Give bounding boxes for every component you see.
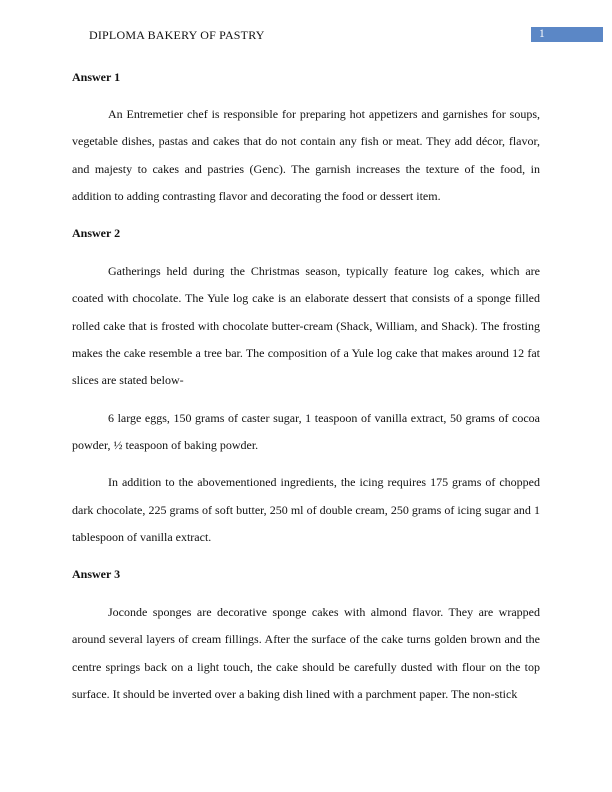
- answer-3-paragraph: Joconde sponges are decorative sponge cakes with almond flavor. They are wrapped around several layers of cream fillings. After the surface of the cake turns golden brown and the centre springs back on a light touch, the cake should be carefully dusted with flour on the top surface. It should be inverted over a baking dish lined with a parchment paper. The non-stick: [72, 605, 540, 702]
- answer-1-paragraph: An Entremetier chef is responsible for preparing hot appetizers and garnishes for soups, vegetable dishes, pastas and cakes that do not contain any fish or meat. They add décor, flavor, and majesty to cakes and pastries (Genc). The garnish increases the texture of the food, in addition to adding contrasting flavor and decorating the food or dessert item.: [72, 107, 540, 203]
- section-heading-answer-1: Answer 1: [72, 70, 121, 84]
- page-number-badge: 1: [531, 27, 603, 42]
- answer-2-paragraph-1: Gatherings held during the Christmas season, typically feature log cakes, which are coated with chocolate. The Yule log cake is an elaborate dessert that consists of a sponge filled rolled cake that is frosted with chocolate butter-cream (Shack, William, and Shack). The frosting makes the cake resemble a tree bar. The composition of a Yule log cake that makes around 12 fat slices are stated below-: [72, 264, 540, 388]
- answer-2-ingredients-paragraph: 6 large eggs, 150 grams of caster sugar, 1 teaspoon of vanilla extract, 50 grams of cocoa powder, ½ teaspoon of baking powder.: [72, 410, 540, 452]
- running-head: DIPLOMA BAKERY OF PASTRY: [89, 28, 265, 42]
- section-heading-answer-2: Answer 2: [72, 226, 121, 241]
- answer-2-icing-paragraph: In addition to the abovementioned ingredients, the icing requires 175 grams of chopped dark chocolate, 225 grams of soft butter, 250 ml of double cream, 250 grams of icing sugar and 1 tablespoon of vanilla extract.: [72, 475, 540, 544]
- document-body: [72, 64, 540, 708]
- section-heading-answer-3: Answer 3: [72, 567, 121, 582]
